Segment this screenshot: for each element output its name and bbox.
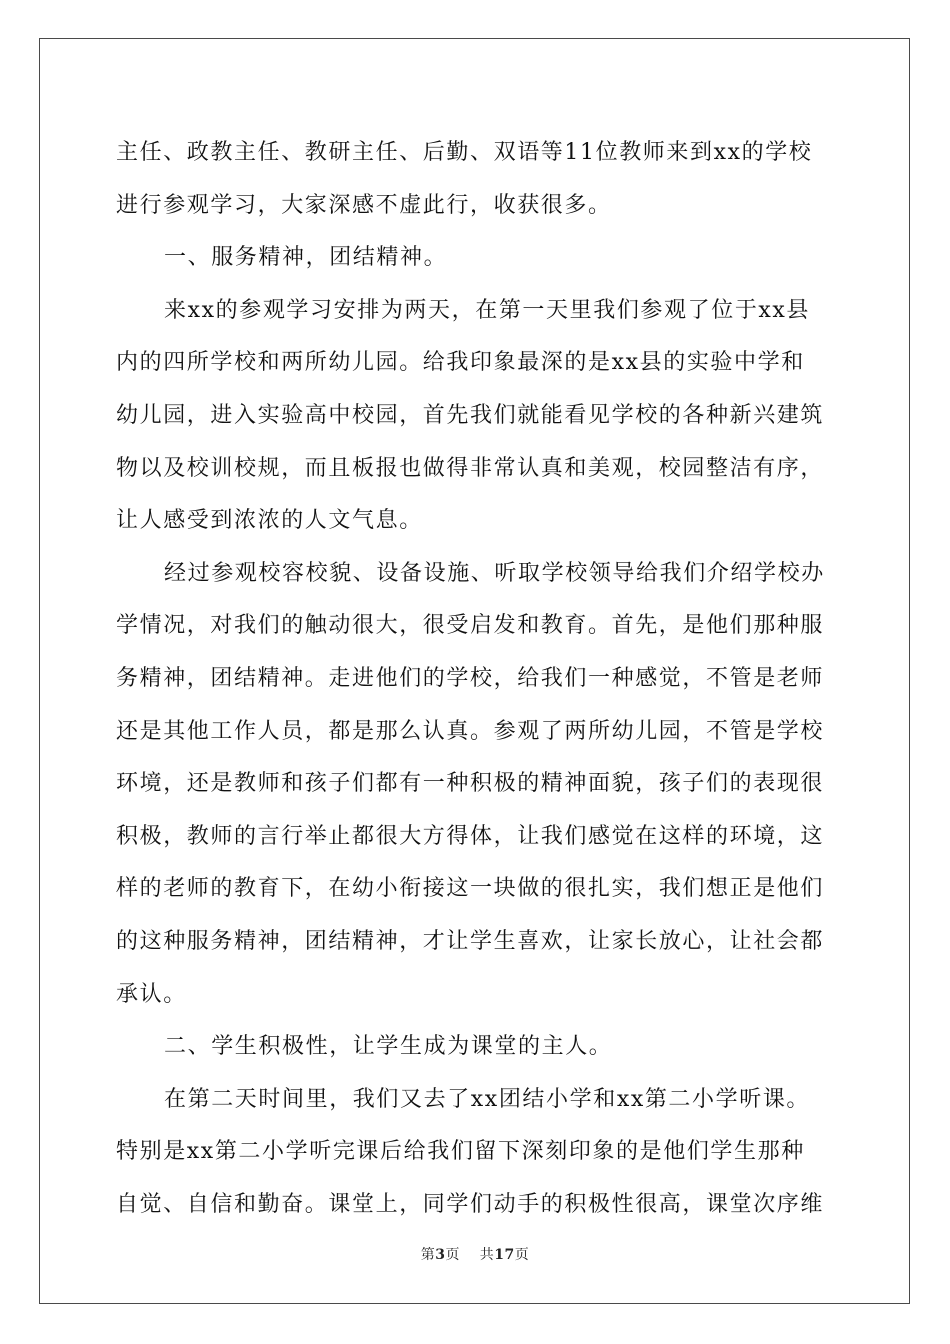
text-line: 积极，教师的言行举止都很大方得体，让我们感觉在这样的环境，这 — [116, 823, 825, 849]
page-prefix: 第 — [420, 1247, 436, 1263]
page-footer — [0, 1244, 950, 1264]
document-body — [116, 127, 836, 1231]
text-line: 环境，还是教师和孩子们都有一种积极的精神面貌，孩子们的表现很 — [116, 771, 825, 797]
text-line: 样的老师的教育下，在幼小衔接这一块做的很扎实，我们想正是他们 — [116, 876, 825, 902]
section-heading: 一、服务精神，团结精神。 — [164, 245, 448, 271]
text-line: 学情况，对我们的触动很大，很受启发和教育。首先，是他们那种服 — [116, 613, 825, 639]
text-line: 自觉、自信和勤奋。课堂上，同学们动手的积极性很高，课堂次序维 — [116, 1191, 825, 1217]
page-number: 3 — [435, 1247, 446, 1263]
text-line: 主任、政教主任、教研主任、后勤、双语等11位教师来到xx的学校 — [116, 140, 813, 165]
text-line: 幼儿园，进入实验高中校园，首先我们就能看见学校的各种新兴建筑 — [116, 402, 825, 428]
text-line: 承认。 — [116, 981, 187, 1007]
total-pages: 17 — [494, 1247, 515, 1263]
text-line: 还是其他工作人员，都是那么认真。参观了两所幼儿园，不管是学校 — [116, 718, 825, 744]
text-line: 特别是xx第二小学听完课后给我们留下深刻印象的是他们学生那种 — [116, 1139, 805, 1165]
text-line: 物以及校训校规，而且板报也做得非常认真和美观，校园整洁有序， — [116, 455, 825, 481]
text-line: 务精神，团结精神。走进他们的学校，给我们一种感觉，不管是老师 — [116, 665, 825, 691]
total-suffix: 页 — [514, 1247, 530, 1263]
text-line: 在第二天时间里，我们又去了xx团结小学和xx第二小学听课。 — [164, 1086, 811, 1112]
text-line: 内的四所学校和两所幼儿园。给我印象最深的是xx县的实验中学和 — [116, 350, 805, 376]
text-line: 经过参观校容校貌、设备设施、听取学校领导给我们介绍学校办 — [164, 560, 825, 586]
text-line: 进行参观学习，大家深感不虚此行，收获很多。 — [116, 192, 612, 218]
text-line: 来xx的参观学习安排为两天，在第一天里我们参观了位于xx县 — [164, 297, 811, 323]
page-suffix: 页 — [445, 1247, 460, 1263]
total-prefix: 共 — [479, 1247, 495, 1263]
text-line: 让人感受到浓浓的人文气息。 — [116, 508, 423, 534]
text-line: 的这种服务精神，团结精神，才让学生喜欢，让家长放心，让社会都 — [116, 928, 825, 954]
section-heading: 二、学生积极性，让学生成为课堂的主人。 — [164, 1034, 613, 1060]
